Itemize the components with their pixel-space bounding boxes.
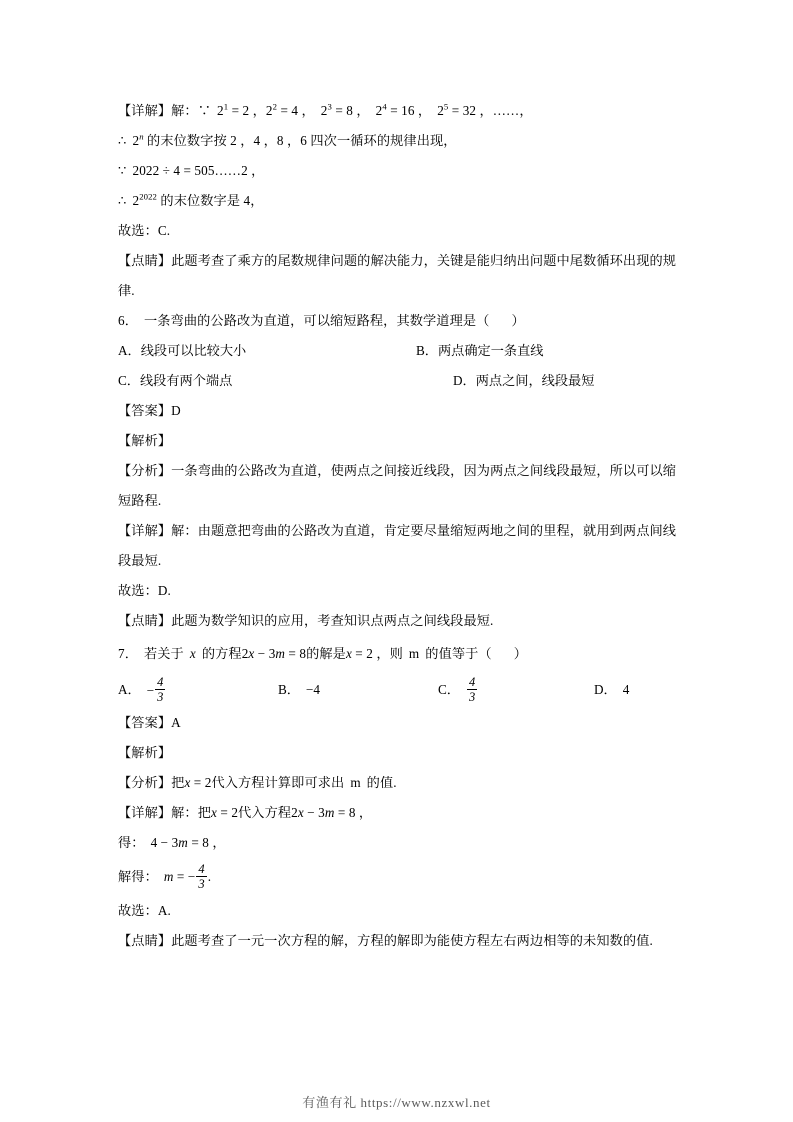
document-body [118, 96, 678, 956]
question-7-choice: 故选：A. [118, 903, 171, 918]
solution-line-4: ∴ $2^{2022}$ 的末位数字是 4， [118, 191, 264, 208]
option-7-a[interactable]: A． − $\frac{4}{3}$ [118, 674, 164, 704]
option-7-c[interactable]: C． $\frac{4}{3}$ [438, 674, 476, 704]
question-7-options-row [118, 672, 678, 708]
option-6-d[interactable]: D．两点之间，线段最短 [453, 373, 595, 388]
page-footer: 有渔有礼 https://www.nzxwl.net [302, 1095, 491, 1110]
question-7-analysis-header: 【解析】 [118, 745, 172, 760]
option-6-b[interactable]: B．两点确定一条直线 [416, 343, 544, 358]
question-7-detail-1: 【详解】解：把x = 2代入方程2x − 3m = 8 ， [118, 805, 373, 820]
question-6-options-row-1 [118, 336, 678, 366]
solution-line-2: ∴ 2$^n$ 的末位数字按 2 ，4 ，8 ，6 四次一循环的规律出现， [118, 131, 457, 148]
question-6-options-row-2 [118, 366, 678, 396]
solution-line-3: ∵ 2022 ÷ 4 = 505……2 ， [118, 163, 265, 178]
question-7-stem: 7． 若关于 x 的方程2x − 3m = 8的解是x = 2 ，则 m 的值等于（ ） [118, 646, 528, 661]
question-7-detail-2: 得： 4 − 3m = 8 ， [118, 835, 226, 850]
question-7-detail-3: 解得： m = − $\frac{4}{3}$ . [118, 861, 212, 891]
question-6-choice: 故选：D. [118, 583, 171, 598]
question-6-analysis-header: 【解析】 [118, 433, 172, 448]
option-7-b[interactable]: B． −4 [278, 682, 321, 697]
answer-choice-line-5: 故选：C. [118, 223, 171, 238]
solution-line-1: 【详解】解：∵ $2^1 = 2$ ，$2^2 = 4$ ， $2^3 = 8$ ， $2^4 = 16$ ， $2^5 = 32$ ，……， [118, 101, 533, 118]
note-line-6: 【点睛】此题考查了乘方的尾数规律问题的解决能力，关键是能归纳出问题中尾数循环出现的规律. [118, 253, 677, 298]
question-7-note: 【点睛】此题考查了一元一次方程的解，方程的解即为能使方程左右两边相等的未知数的值. [118, 933, 653, 948]
option-6-a[interactable]: A．线段可以比较大小 [118, 343, 247, 358]
option-7-d[interactable]: D． 4 [594, 682, 630, 697]
question-7-answer: 【答案】A [118, 715, 181, 730]
question-6-answer: 【答案】D [118, 403, 181, 418]
question-7-analysis: 【分析】把x = 2代入方程计算即可求出 m 的值. [118, 775, 397, 790]
question-6-note: 【点睛】此题为数学知识的应用，考查知识点两点之间线段最短. [118, 613, 494, 628]
question-6-detail: 【详解】解：由题意把弯曲的公路改为直道，肯定要尽量缩短两地之间的里程，就用到两点间线段最短. [118, 523, 677, 568]
option-6-c[interactable]: C．线段有两个端点 [118, 373, 233, 388]
question-6-stem: 6． 一条弯曲的公路改为直道，可以缩短路程，其数学道理是（ ） [118, 313, 525, 328]
question-6-analysis: 【分析】一条弯曲的公路改为直道，使两点之间接近线段，因为两点之间线段最短，所以可以缩短路程. [118, 463, 677, 508]
